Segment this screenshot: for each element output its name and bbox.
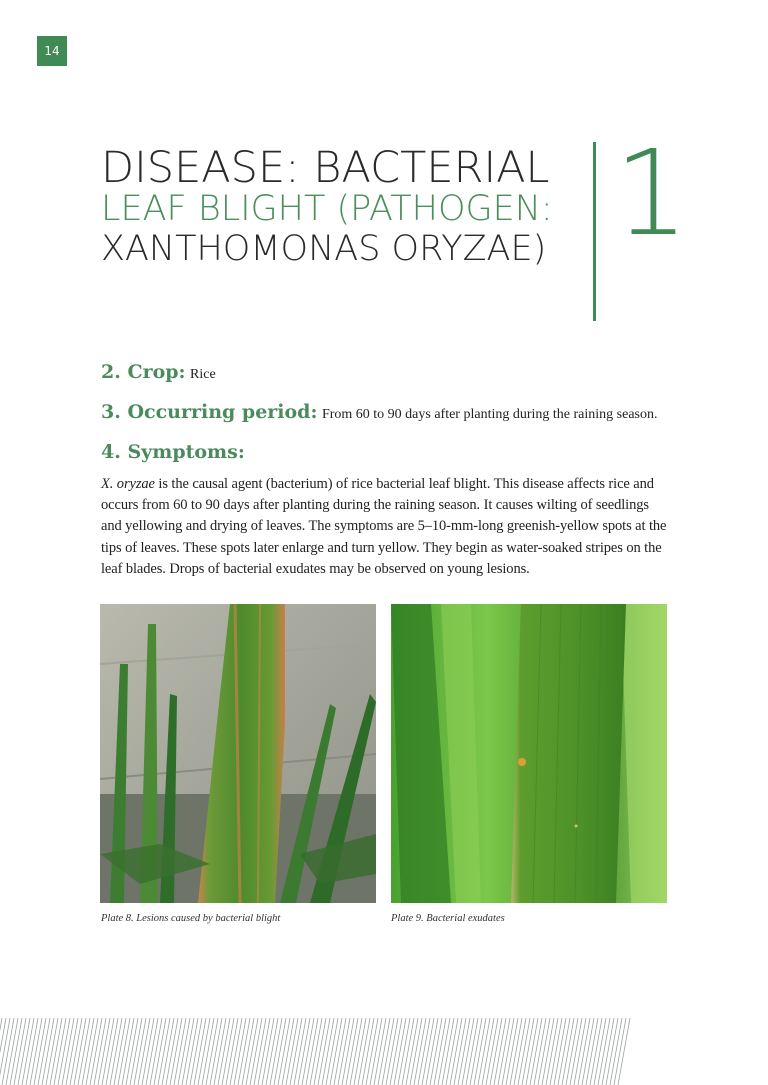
footer-stripe-decoration <box>0 1018 768 1085</box>
symptoms-text: is the causal agent (bacterium) of rice bacterial leaf blight. This disease affects rice and occurs from 60 to 90 days after planting during the raining season. It causes wilting of seedlings and yellowing and drying of leaves. The symptoms are 5–10-mm-long greenish-yellow spots at the tips of leaves. These spots later enlarge and turn yellow. They begin as water-soaked stripes on the leaf blades. Drops of bacterial exudates may be observed on young lesions. <box>101 476 667 577</box>
plate-8-photo <box>100 604 376 903</box>
page-number: 14 <box>37 36 67 66</box>
symptoms-paragraph <box>101 474 669 580</box>
chapter-title <box>101 143 553 270</box>
plate-9-photo <box>391 604 667 903</box>
symptoms-section <box>101 441 245 463</box>
chapter-title-line-2: LEAF BLIGHT (PATHOGEN: <box>101 189 553 229</box>
occurring-period-heading: 3. Occurring period: <box>101 401 318 423</box>
symptoms-heading: 4. Symptoms: <box>101 441 245 463</box>
chapter-title-line-1: DISEASE: BACTERIAL <box>101 143 550 193</box>
species-name: X. oryzae <box>101 476 155 492</box>
occurring-period-value: From 60 to 90 days after planting during the raining season. <box>321 407 658 422</box>
plate-9-caption: Plate 9. Bacterial exudates <box>391 913 505 924</box>
crop-value: Rice <box>190 367 216 382</box>
crop-heading: 2. Crop: <box>101 361 186 383</box>
occurring-period-section <box>101 401 658 423</box>
chapter-divider <box>593 142 596 321</box>
chapter-number: 1 <box>614 124 690 262</box>
crop-section <box>101 361 216 383</box>
chapter-title-line-3: XANTHOMONAS ORYZAE) <box>101 229 547 269</box>
plate-8-caption: Plate 8. Lesions caused by bacterial blight <box>101 913 281 924</box>
